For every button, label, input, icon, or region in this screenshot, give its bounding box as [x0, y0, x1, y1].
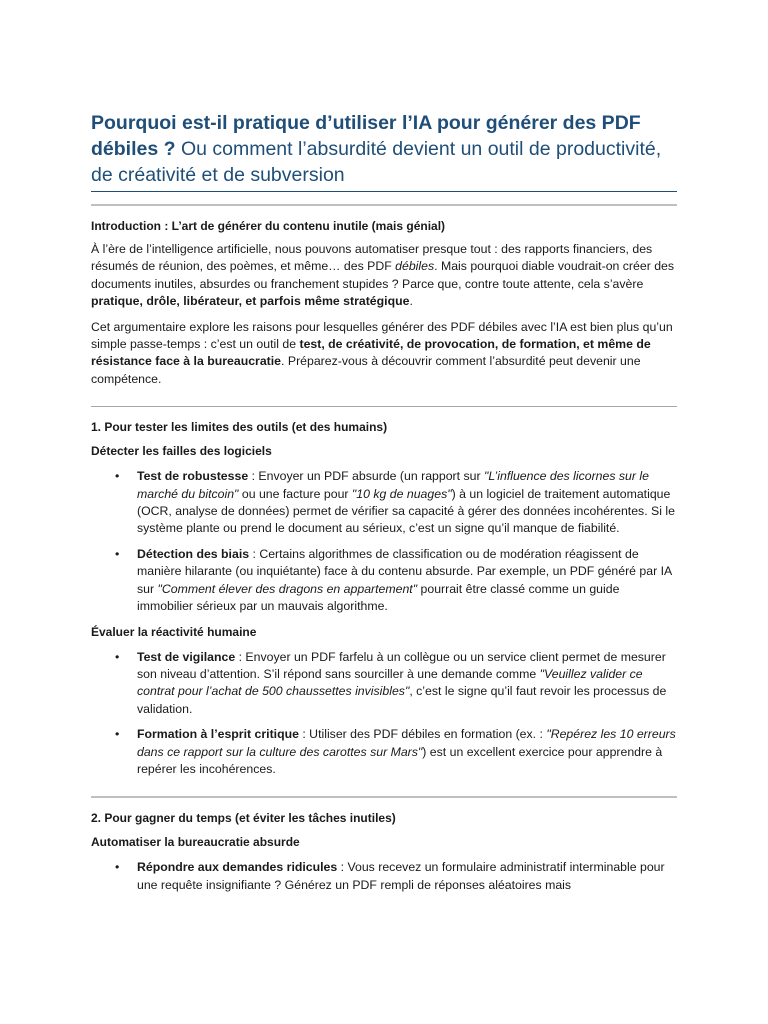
title-bold: Pourquoi est-il pratique d’utiliser l’IA pour générer des PDF débiles ? — [91, 112, 641, 160]
section-2-list-1 — [91, 859, 677, 894]
list-item: • Formation à l’esprit critique : Utiliser des PDF débiles en formation (ex. : "Repérez les 10 erreurs dans ce rapport sur la culture des carottes sur Mars") est un excellent exercice pour apprendre à repérer les incohérences. — [115, 727, 676, 776]
section-1-list-2 — [91, 649, 677, 779]
bullet-icon: • — [115, 469, 120, 484]
bullet-icon: • — [115, 860, 120, 875]
section-1-subheading-2: Évaluer la réactivité humaine — [91, 624, 257, 639]
section-2-heading: 2. Pour gagner du temps (et éviter les tâches inutiles) — [91, 811, 396, 826]
section-2-subheading-1: Automatiser la bureaucratie absurde — [91, 835, 300, 850]
section-1-heading: 1. Pour tester les limites des outils (et des humains) — [91, 420, 388, 435]
intro-paragraph-2: Cet argumentaire explore les raisons pour lesquelles générer des PDF débiles avec l’IA est bien plus qu’un simple passe-temps : c’est un outil de test, de créativité, de provocation, de formation, et même de résistance face à la bureaucratie. Préparez-vous à découvrir comment l’absurdité peut devenir une compétence. — [91, 319, 673, 386]
document-title — [91, 110, 677, 188]
list-item: • Détection des biais : Certains algorithmes de classification ou de modération réagissent de manière hilarante (ou inquiétante) face à du contenu absurde. Par exemple, un PDF généré par IA sur "Comment élever des dragons en appartement" pourrait être classé comme un guide immobilier sérieux par un mauvais algorithme. — [115, 546, 672, 614]
section-1-list-1 — [91, 468, 677, 615]
bullet-icon: • — [115, 546, 120, 561]
list-item: • Test de vigilance : Envoyer un PDF farfelu à un collègue ou un service client permet de mesurer son niveau d’attention. S’il répond sans sourciller à une demande comme "Veuillez valider ce contrat pour l’achat de 500 chaussettes invisibles", c’est le signe qu’il faut revoir les processus de validation. — [115, 649, 667, 716]
document-body — [91, 110, 677, 894]
intro-heading: Introduction : L’art de générer du contenu inutile (mais génial) — [91, 219, 446, 233]
list-item: • Répondre aux demandes ridicules : Vous recevez un formulaire administratif interminable pour une requête insignifiante ? Générez un PDF rempli de réponses aléatoires mais — [115, 860, 665, 892]
intro-paragraph-1: À l’ère de l’intelligence artificielle, nous pouvons automatiser presque tout : des rapports financiers, des résumés de réunion, des poèmes, et même… des PDF débiles. Mais pourquoi diable voudrait-on créer des documents inutiles, absurdes ou franchement stupides ? Parce que, contre toute attente, cela s’avère pratique, drôle, libérateur, et parfois même stratégique. — [91, 242, 675, 309]
list-item: • Test de robustesse : Envoyer un PDF absurde (un rapport sur "L’influence des licornes sur le marché du bitcoin" ou une facture pour "10 kg de nuages") à un logiciel de traitement automatique (OCR, analyse de données) permet de vérifier sa capacité à gérer des données incohérentes. Si le système plante ou prend le document au sérieux, c’est un signe qu’il manque de fiabilité. — [115, 469, 675, 536]
title-subtitle: Ou comment l’absurdité devient un outil de productivité, de créativité et de subversion — [91, 138, 662, 186]
bullet-icon: • — [115, 649, 120, 664]
section-1-subheading-1: Détecter les failles des logiciels — [91, 444, 272, 459]
bullet-icon: • — [115, 727, 120, 742]
title-underline — [91, 191, 677, 192]
